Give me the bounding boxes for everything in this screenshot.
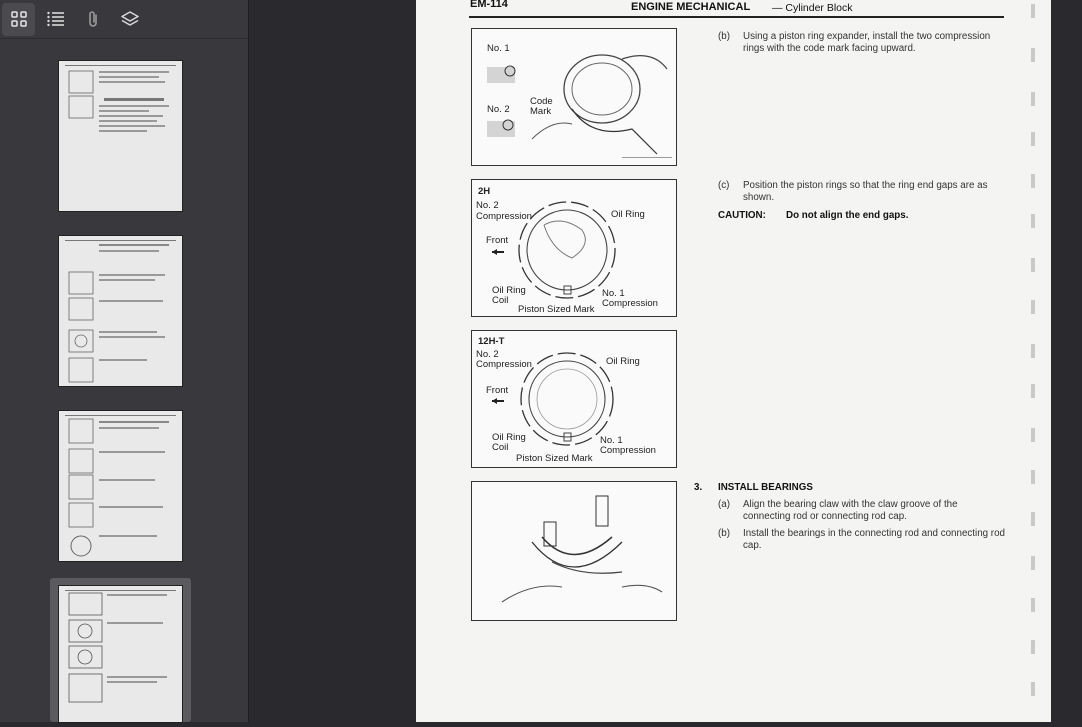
label-mark: Mark xyxy=(530,106,552,117)
index-tab xyxy=(1031,174,1035,188)
coil-label-2: Coil xyxy=(492,442,509,453)
layers-button[interactable] xyxy=(113,3,146,36)
caution-label: CAUTION: xyxy=(718,210,766,221)
label-no1: No. 1 xyxy=(487,43,510,54)
caution-text: Do not align the end gaps. xyxy=(786,210,909,221)
section-title: ENGINE MECHANICAL xyxy=(631,1,751,13)
index-tab xyxy=(1031,470,1035,484)
step3-b-marker: (b) xyxy=(718,528,730,539)
step-b-text: Using a piston ring expander, install the two compression rings with the code mark facing upward. xyxy=(743,31,991,54)
step-b-marker: (b) xyxy=(718,31,730,42)
connecting-rod-bearing-illustration xyxy=(472,482,675,619)
index-tab xyxy=(1031,344,1035,358)
figure-piston-rings xyxy=(471,28,677,166)
no1-label: No. 1 xyxy=(602,288,625,299)
oil-ring-coil-label: Oil Ring xyxy=(492,285,526,296)
front-label-2: Front xyxy=(486,385,509,396)
subsection-title: — Cylinder Block xyxy=(772,2,853,14)
page-thumbnail-1[interactable] xyxy=(59,61,182,211)
outline-button[interactable] xyxy=(39,3,72,36)
index-tab xyxy=(1031,132,1035,146)
attachment-icon xyxy=(85,9,101,29)
oil-ring-label-2: Oil Ring xyxy=(606,356,640,367)
header-rule xyxy=(469,16,1004,18)
no1-label-2: No. 1 xyxy=(600,435,623,446)
index-tab xyxy=(1031,556,1035,570)
step-c-text: Position the piston rings so that the ring end gaps are as shown. xyxy=(743,180,988,203)
step3-title: INSTALL BEARINGS xyxy=(718,482,813,493)
engine-2h-label: 2H xyxy=(478,186,491,197)
step-c-marker: (c) xyxy=(718,180,730,191)
index-tab xyxy=(1031,214,1035,228)
coil-label: Coil xyxy=(492,295,509,306)
index-tab xyxy=(1031,384,1035,398)
engine-12ht-label: 12H-T xyxy=(478,336,505,347)
index-tab xyxy=(1031,258,1035,272)
index-tab xyxy=(1031,512,1035,526)
page-thumbnail-2[interactable] xyxy=(59,236,182,386)
index-tab xyxy=(1031,4,1035,18)
step3-a-marker: (a) xyxy=(718,499,730,510)
thumbnail-sidebar xyxy=(0,0,249,722)
sidebar-toolbar xyxy=(0,0,248,39)
oil-ring-coil-label-2: Oil Ring xyxy=(492,432,526,443)
figure-bearings xyxy=(471,481,677,621)
index-tab xyxy=(1031,428,1035,442)
no2-label-2: No. 2 xyxy=(476,349,499,360)
step3-number: 3. xyxy=(694,482,703,493)
page-thumbnail-3[interactable] xyxy=(59,411,182,561)
page-code: EM-114 xyxy=(470,0,508,10)
piston-sized-mark-label: Piston Sized Mark xyxy=(518,304,595,315)
step3-b-text: Install the bearings in the connecting rod and connecting rod cap. xyxy=(743,528,1005,551)
thumbnails-button[interactable] xyxy=(2,3,35,36)
index-tab xyxy=(1031,48,1035,62)
page-thumbnail-4[interactable] xyxy=(59,586,182,722)
figure-2h-ring-gaps xyxy=(471,179,677,317)
oil-ring-label: Oil Ring xyxy=(611,209,645,220)
index-tab xyxy=(1031,92,1035,106)
compression-label: Compression xyxy=(476,211,532,222)
no2-label: No. 2 xyxy=(476,200,499,211)
thumbnails-icon xyxy=(10,10,28,28)
no1-compression-label-2: Compression xyxy=(600,445,656,456)
index-tab xyxy=(1031,598,1035,612)
piston-sized-mark-label-2: Piston Sized Mark xyxy=(516,453,593,464)
label-code: Code xyxy=(530,96,553,107)
figure-12ht-ring-gaps xyxy=(471,330,677,468)
index-tab xyxy=(1031,640,1035,654)
step3-a-text: Align the bearing claw with the claw groove of the connecting rod or connecting rod cap. xyxy=(743,499,958,522)
index-tab xyxy=(1031,682,1035,696)
layers-icon xyxy=(120,9,140,29)
compression-label-2: Compression xyxy=(476,359,532,370)
index-tab xyxy=(1031,300,1035,314)
front-label: Front xyxy=(486,235,509,246)
no1-compression-label: Compression xyxy=(602,298,658,309)
document-page xyxy=(416,0,1051,722)
attachments-button[interactable] xyxy=(76,3,109,36)
outline-icon xyxy=(46,10,66,28)
label-no2: No. 2 xyxy=(487,104,510,115)
